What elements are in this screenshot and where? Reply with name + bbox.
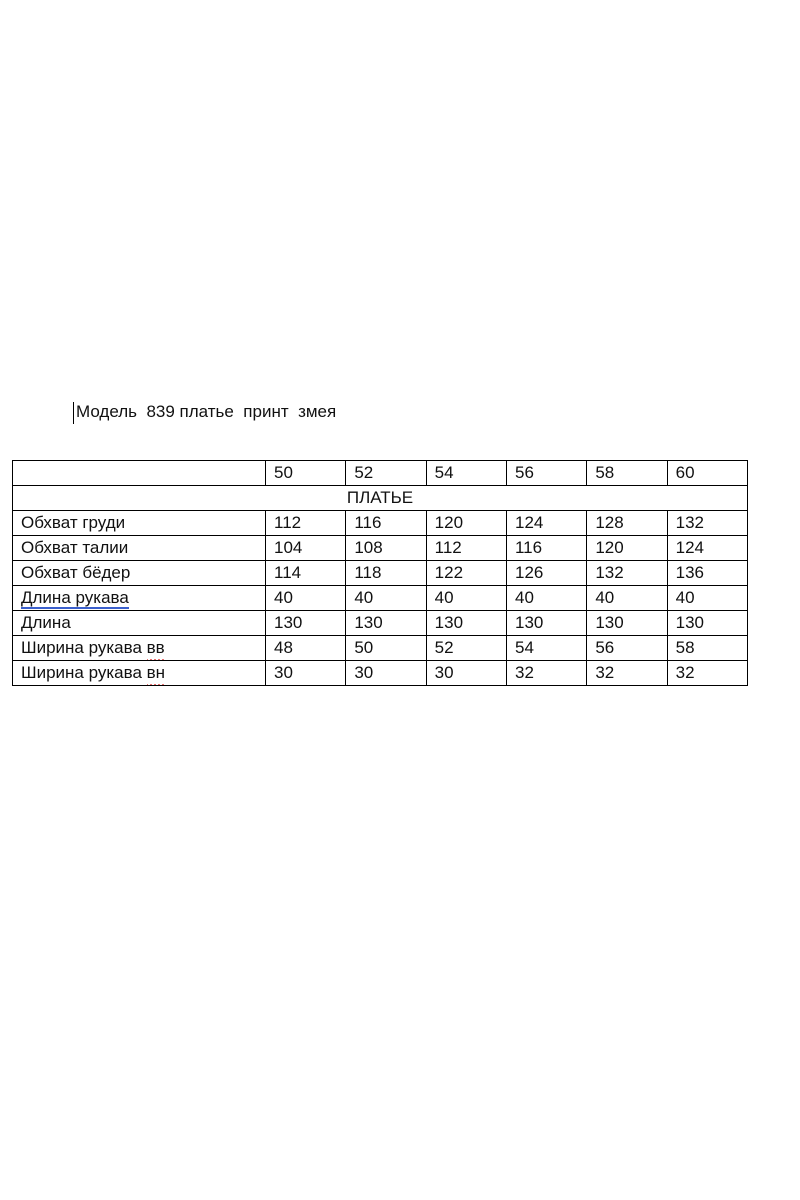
table-cell: 30 <box>266 661 346 686</box>
table-cell: 40 <box>346 586 426 611</box>
row-label-text: Ширина рукава <box>21 638 147 657</box>
size-table <box>12 460 748 686</box>
table-cell: 32 <box>587 661 667 686</box>
table-cell: 54 <box>506 636 586 661</box>
table-cell: 136 <box>667 561 747 586</box>
table-cell: 116 <box>506 536 586 561</box>
table-cell: 112 <box>426 536 506 561</box>
size-header-cell: 52 <box>346 461 426 486</box>
table-header-row <box>13 461 748 486</box>
table-cell: 130 <box>587 611 667 636</box>
row-label <box>13 661 266 686</box>
table-cell: 122 <box>426 561 506 586</box>
table-row <box>13 611 748 636</box>
section-row <box>13 486 748 511</box>
size-header-cell: 54 <box>426 461 506 486</box>
table-row <box>13 536 748 561</box>
size-header-cell: 60 <box>667 461 747 486</box>
table-cell: 132 <box>667 511 747 536</box>
table-cell: 124 <box>506 511 586 536</box>
table-cell: 118 <box>346 561 426 586</box>
table-cell: 40 <box>587 586 667 611</box>
section-label: ПЛАТЬЕ <box>13 486 748 511</box>
table-row <box>13 586 748 611</box>
row-label: Обхват бёдер <box>13 561 266 586</box>
document-title: Модель 839 платье принт змея <box>76 402 337 421</box>
table-cell: 120 <box>426 511 506 536</box>
table-row <box>13 511 748 536</box>
row-label: Обхват груди <box>13 511 266 536</box>
empty-corner-cell <box>13 461 266 486</box>
table-cell: 30 <box>426 661 506 686</box>
table-cell: 132 <box>587 561 667 586</box>
table-cell: 48 <box>266 636 346 661</box>
table-cell: 130 <box>346 611 426 636</box>
table-cell: 130 <box>506 611 586 636</box>
table-cell: 130 <box>266 611 346 636</box>
row-label-text: Ширина рукава <box>21 663 147 682</box>
table-cell: 126 <box>506 561 586 586</box>
table-cell: 114 <box>266 561 346 586</box>
size-header-cell: 58 <box>587 461 667 486</box>
text-cursor <box>73 402 74 424</box>
table-cell: 40 <box>266 586 346 611</box>
table-cell: 40 <box>667 586 747 611</box>
size-header-cell: 56 <box>506 461 586 486</box>
table-cell: 56 <box>587 636 667 661</box>
table-cell: 52 <box>426 636 506 661</box>
row-label <box>13 636 266 661</box>
table-row <box>13 561 748 586</box>
table-cell: 108 <box>346 536 426 561</box>
table-row <box>13 636 748 661</box>
size-header-cell: 50 <box>266 461 346 486</box>
table-cell: 128 <box>587 511 667 536</box>
table-cell: 130 <box>667 611 747 636</box>
table-cell: 32 <box>667 661 747 686</box>
row-label <box>13 586 266 611</box>
table-cell: 124 <box>667 536 747 561</box>
table-cell: 120 <box>587 536 667 561</box>
table-cell: 130 <box>426 611 506 636</box>
row-label-suffix: вв <box>146 638 165 657</box>
row-label: Обхват талии <box>13 536 266 561</box>
table-row <box>13 661 748 686</box>
row-label: Длина <box>13 611 266 636</box>
table-cell: 112 <box>266 511 346 536</box>
table-cell: 104 <box>266 536 346 561</box>
table-cell: 58 <box>667 636 747 661</box>
table-cell: 50 <box>346 636 426 661</box>
row-label-suffix: вн <box>146 663 166 682</box>
table-cell: 40 <box>426 586 506 611</box>
table-cell: 32 <box>506 661 586 686</box>
table-cell: 30 <box>346 661 426 686</box>
table-cell: 116 <box>346 511 426 536</box>
table-cell: 40 <box>506 586 586 611</box>
row-label-text: Длина рукава <box>21 588 129 607</box>
